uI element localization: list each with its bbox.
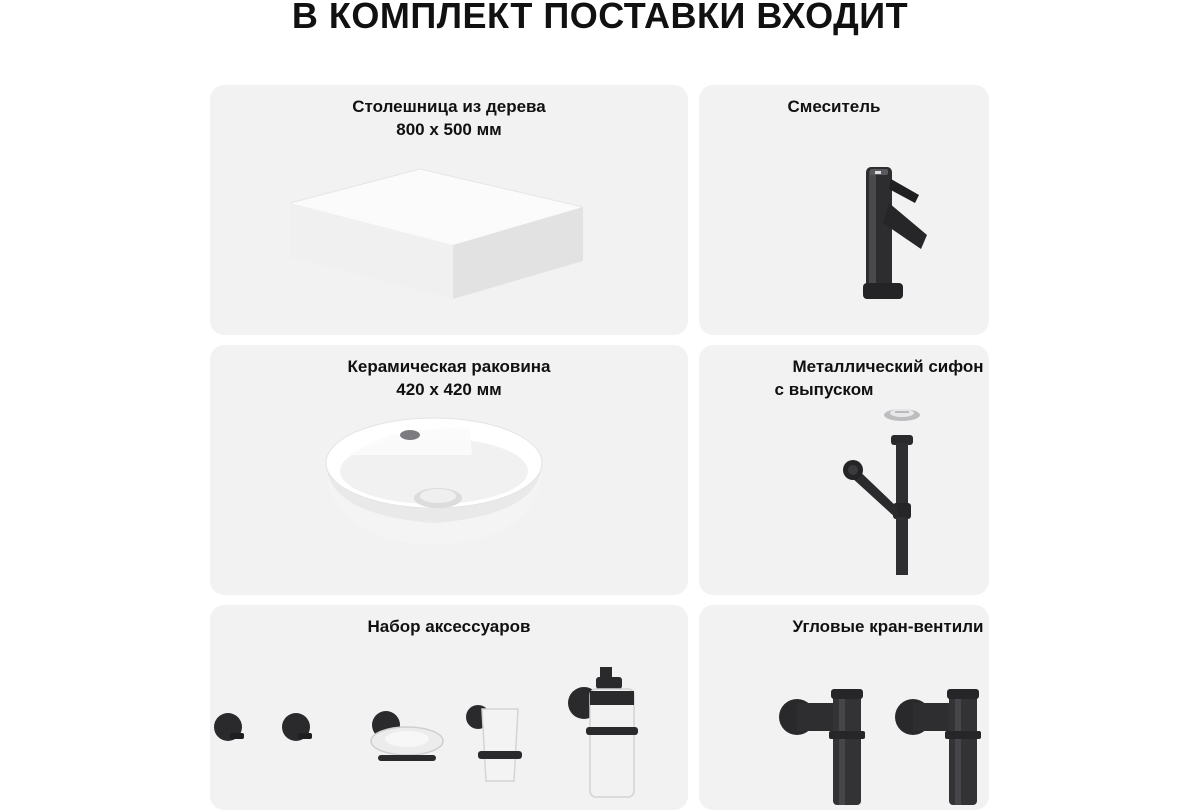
soap-dish-icon <box>371 711 443 761</box>
card-title-line2: 800 х 500 мм <box>396 120 502 139</box>
card-title-line2: с выпуском <box>774 380 874 399</box>
card-faucet <box>699 85 989 335</box>
ceramic-sink-icon <box>210 345 688 595</box>
card-siphon <box>699 345 989 595</box>
robe-hook-icon <box>214 713 244 741</box>
card-title-line2: 420 х 420 мм <box>396 380 502 399</box>
card-title-line1: Металлический сифон <box>792 357 984 376</box>
tumbler-holder-icon <box>466 705 522 781</box>
page-title: В КОМПЛЕКТ ПОСТАВКИ ВХОДИТ <box>291 0 909 36</box>
wood-countertop-icon <box>210 85 688 335</box>
siphon-icon <box>699 345 989 595</box>
card-valves <box>699 605 989 810</box>
angle-valve-left-icon <box>779 689 865 805</box>
card-sink <box>210 345 688 595</box>
robe-hook-icon <box>282 713 312 741</box>
card-title-line1: Набор аксессуаров <box>367 617 531 636</box>
soap-dispenser-icon <box>568 667 638 797</box>
angle-valve-icon <box>699 605 989 810</box>
faucet-icon <box>699 85 989 335</box>
card-title-line1: Смеситель <box>787 97 881 116</box>
card-title-line1: Керамическая раковина <box>347 357 551 376</box>
card-countertop <box>210 85 688 335</box>
card-title-line1: Угловые кран-вентили <box>792 617 984 636</box>
card-accessories <box>210 605 688 810</box>
angle-valve-right-icon <box>895 689 981 805</box>
card-title-line1: Столешница из дерева <box>352 97 546 116</box>
accessories-icon <box>210 605 688 810</box>
